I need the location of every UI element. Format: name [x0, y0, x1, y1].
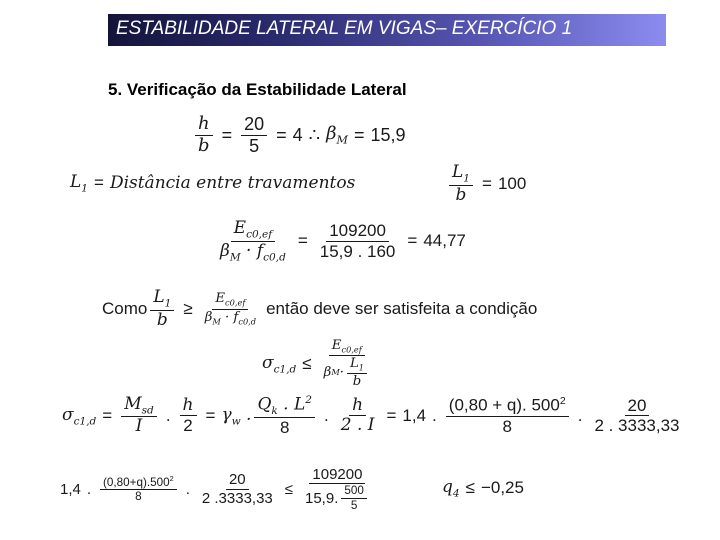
eq7-num-b: 20: [226, 471, 249, 489]
equation-l1-definition: $L_1$ = Distância entre travamentos: [70, 172, 356, 195]
eq7-rhs-num: 109200: [309, 466, 365, 484]
condition-text: então deve ser satisfeita a condição: [266, 299, 538, 319]
eq1-den: 5: [249, 135, 260, 156]
therefore-symbol: ∴: [308, 124, 321, 145]
eq7-exp: 2: [169, 473, 174, 483]
equation-l1-over-b: $\frac{L_1}{b}$ = 100: [446, 163, 526, 205]
slide-title: ESTABILIDADE LATERAL EM VIGAS– EXERCÍCIO 1: [116, 18, 573, 39]
eq3-num: 109200: [326, 221, 389, 242]
eq7-rhs-beta: 15,9.: [305, 489, 339, 507]
section-heading: 5. Verificação da Estabilidade Lateral: [108, 80, 407, 99]
equation-answer: $q_4$ ≤ −0,25: [442, 477, 524, 500]
final-answer: −0,25: [480, 478, 524, 498]
equation-h-over-b: $\frac{h}{b}$ = $\frac{20}{5}$ = 4 ∴ $\beta_M$ = 15,9: [192, 114, 406, 156]
eq7-den-load: 8: [135, 490, 142, 504]
eq7-den-b: 2 .3333,33: [201, 489, 273, 507]
eq1-num: 20: [241, 114, 267, 136]
eq6-num-b: 20: [625, 396, 650, 417]
eq6-exp: 2: [559, 395, 566, 408]
eq6-k2: 2: [183, 416, 193, 436]
como-label: Como: [102, 299, 148, 319]
equation-final-inequality: 1,4 . $\frac{(0,80+q).500^2}{8}$ . $\frac{20}{2 .3333,33}$ ≤ 109200 15,9. $\frac{500}{5}$: [60, 466, 376, 512]
eq7-load: (0,80+q).500: [103, 475, 170, 489]
title-banner: [108, 14, 666, 46]
equation-ec0-ratio: $\frac{E_{c0,ef}}{\beta_M \cdot f_{c0,d}}$ = $\frac{109200}{15,9 . 160}$ = 44,77: [220, 218, 466, 263]
eq7-inner-den: 5: [350, 498, 358, 512]
eq3-result: 44,77: [423, 231, 466, 251]
beta-result: 15,9: [370, 124, 406, 145]
equation-sigma-condition: $\sigma_{c1,d}$ ≤ $E_{c0,ef}$ β M · $\frac{L_1}{b}$: [262, 338, 376, 389]
l1-over-b-result: 100: [497, 174, 527, 194]
eq1-result: 4: [292, 124, 303, 145]
eq6-den-load: 8: [502, 416, 512, 436]
eq6-coef: 1,4: [402, 405, 427, 425]
equation-sigma-expanded: $\sigma_{c1,d}$ = $\frac{M_{sd}}{I}$ . $\frac{h}{2}$ = $\gamma_w$ . $\frac{Q_k . L^2}{8}$ . $\frac{h}{2 . I}$ = 1,4 . $\frac{(0,80 + q). 500^2}{8}$ . $\frac{20}{2 . 3333,33}$: [62, 394, 686, 438]
eq6-load: (0,80 + q). 500: [448, 396, 560, 416]
eq3-den: 15,9 . 160: [319, 241, 396, 261]
eq7-coef: 1,4: [60, 480, 81, 498]
eq6-k8: 8: [279, 418, 290, 438]
eq6-den-dot: 2 . I: [340, 415, 375, 436]
l1-description: Distância entre travamentos: [109, 173, 356, 194]
eq7-inner-num: 500: [341, 484, 367, 498]
eq6-den-b: 2 . 3333,33: [594, 416, 680, 436]
equation-condition: Como $\frac{L_1}{b}$ ≥ $\frac{E_{c0,ef}}{\beta_M \cdot f_{c0,d}}$ então deve ser satisfeita a condição: [102, 287, 538, 330]
